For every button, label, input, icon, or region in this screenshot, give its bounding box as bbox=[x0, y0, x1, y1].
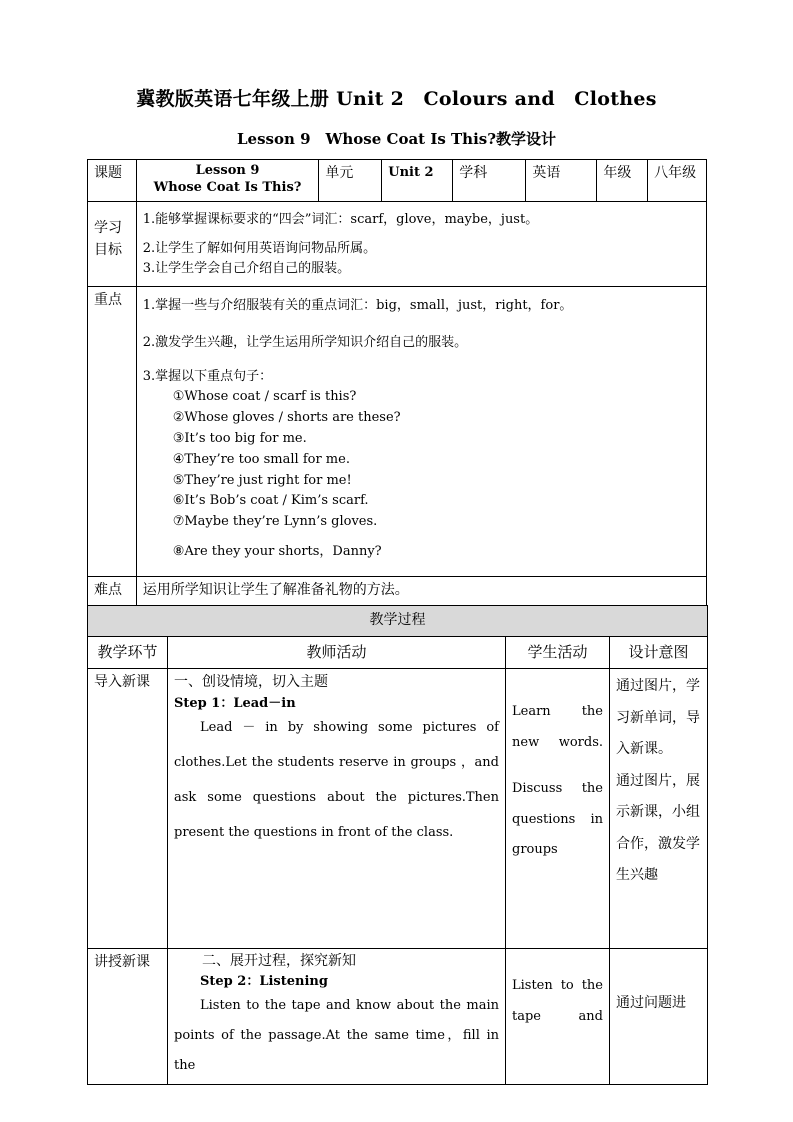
key-sentence: ①Whose coat / scarf is this? bbox=[172, 389, 357, 405]
goal-item: 1.能够掌握课标要求的“四会”词汇：scarf，glove，maybe，just。 bbox=[142, 212, 539, 227]
teacher-activity-cell bbox=[168, 949, 506, 1085]
key-sentence: ⑤They’re just right for me! bbox=[172, 472, 352, 488]
teacher-activity-cell bbox=[168, 669, 506, 949]
topic-line2: Whose Coat Is This? bbox=[153, 179, 302, 195]
table-row bbox=[88, 669, 708, 949]
subject-value: 英语 bbox=[526, 160, 597, 202]
activity-text: Listen to the tape and know about the main points of the passage.At the same time，fill in the bbox=[174, 998, 499, 1073]
step-heading: Step 2：Listening bbox=[200, 973, 328, 989]
goals-content bbox=[136, 202, 706, 287]
section-heading: 一、创设情境，切入主题 bbox=[174, 674, 328, 690]
design-intent-text: 通过图片，学习新单词，导入新课。 bbox=[616, 678, 700, 757]
key-sentence: ⑥It’s Bob’s coat / Kim’s scarf. bbox=[172, 493, 369, 509]
key-sentence: ⑧Are they your shorts，Danny? bbox=[172, 544, 382, 559]
topic-value bbox=[136, 160, 319, 202]
design-intent-text: 通过问题进 bbox=[616, 995, 686, 1011]
difficulty-label: 难点 bbox=[88, 577, 137, 606]
teaching-process-table bbox=[87, 605, 708, 1085]
lesson-info-table bbox=[87, 159, 707, 606]
keypoints-content bbox=[136, 287, 706, 577]
student-activity-text: Listen to the tape and bbox=[512, 978, 603, 1024]
keypoints-label: 重点 bbox=[88, 287, 137, 577]
design-intent-cell bbox=[610, 669, 708, 949]
goals-label-line1: 学习 bbox=[94, 220, 122, 236]
document-title: 冀教版英语七年级上册 Unit 2 Colours and Clothes bbox=[136, 88, 657, 110]
section-heading: 二、展开过程，探究新知 bbox=[202, 953, 356, 969]
subject-label: 学科 bbox=[453, 160, 526, 202]
keypoint-item-2: 2.激发学生兴趣，让学生运用所学知识介绍自己的服装。 bbox=[142, 335, 468, 351]
key-sentences-list bbox=[143, 387, 700, 562]
unit-value: Unit 2 bbox=[382, 160, 453, 202]
col-teacher-header: 教师活动 bbox=[168, 637, 506, 669]
goal-item: 2.让学生了解如何用英语询问物品所属。 bbox=[142, 241, 377, 257]
design-intent-text: 通过图片，展示新课，小组合作，激发学生兴趣 bbox=[616, 772, 700, 883]
document-subtitle: Lesson 9 Whose Coat Is This?教学设计 bbox=[236, 130, 556, 148]
grade-label: 年级 bbox=[597, 160, 648, 202]
design-intent-cell bbox=[610, 949, 708, 1085]
student-activity-text: Learn the new words. bbox=[512, 704, 603, 750]
student-activity-cell bbox=[506, 949, 610, 1085]
topic-line1: Lesson 9 bbox=[195, 163, 260, 178]
grade-value: 八年级 bbox=[648, 160, 707, 202]
key-sentence: ④They’re too small for me. bbox=[172, 451, 350, 467]
keypoint-item-3: 3.掌握以下重点句子： bbox=[142, 369, 273, 385]
difficulty-text: 运用所学知识让学生了解准备礼物的方法。 bbox=[136, 577, 706, 606]
topic-label: 课题 bbox=[88, 160, 137, 202]
activity-text: Lead － in by showing some pictures of clothes.Let the students reserve in groups ，and ask some questions about the pictures.Then present the questions in front of the class. bbox=[174, 719, 499, 841]
keypoint-item-1: 1.掌握一些与介绍服装有关的重点词汇：big，small，just，right，for。 bbox=[142, 298, 573, 313]
col-design-header: 设计意图 bbox=[610, 637, 708, 669]
col-student-header: 学生活动 bbox=[506, 637, 610, 669]
stage-cell: 导入新课 bbox=[88, 669, 168, 949]
goal-item: 3.让学生学会自己介绍自己的服装。 bbox=[142, 261, 351, 277]
student-activity-cell bbox=[506, 669, 610, 949]
unit-label: 单元 bbox=[319, 160, 382, 202]
process-heading: 教学过程 bbox=[88, 606, 708, 637]
stage-cell: 讲授新课 bbox=[88, 949, 168, 1085]
goals-label-line2: 目标 bbox=[94, 241, 122, 258]
step-heading: Step 1：Lead－in bbox=[174, 695, 296, 711]
student-activity-text: Discuss the questions in groups bbox=[512, 781, 603, 858]
key-sentence: ②Whose gloves / shorts are these? bbox=[172, 410, 401, 426]
key-sentence: ③It’s too big for me. bbox=[172, 431, 307, 447]
table-row bbox=[88, 949, 708, 1085]
goals-label bbox=[88, 202, 137, 287]
col-stage-header: 教学环节 bbox=[88, 637, 168, 669]
key-sentence: ⑦Maybe they’re Lynn’s gloves. bbox=[172, 514, 378, 530]
